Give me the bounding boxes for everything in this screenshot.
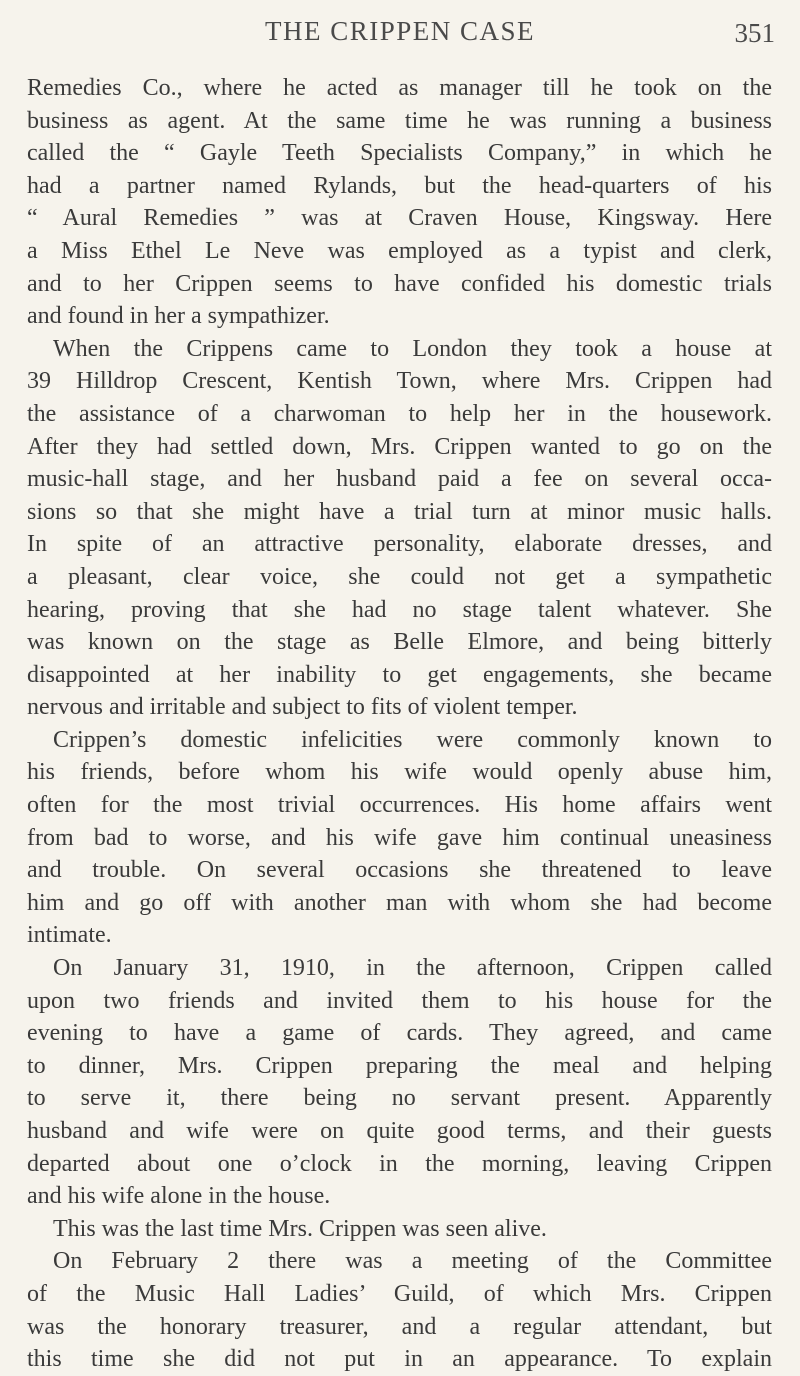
text-line: hearing, proving that she had no stage talent whatever. She [27,596,772,623]
text-line: his friends, before whom his wife would openly abuse him, [27,759,772,786]
running-head: THE CRIPPEN CASE [264,16,536,46]
text-line: nervous and irritable and subject to fits of violent temper. [27,694,578,721]
paragraph [27,1245,772,1375]
text-line: disappointed at her inability to get engagements, she became [27,661,772,688]
text-line: 39 Hilldrop Crescent, Kentish Town, where Mrs. Crippen had [27,368,772,395]
body-text [27,72,772,1376]
text-line: music-hall stage, and her husband paid a fee on several occa- [27,466,772,493]
text-line: When the Crippens came to London they took a house at [53,335,772,362]
paragraph [27,724,772,952]
text-line: departed about one o’clock in the morning, leaving Crippen [27,1150,772,1177]
text-line: to serve it, there being no servant present. Apparently [27,1085,772,1112]
text-line: the assistance of a charwoman to help her in the housework. [27,400,772,427]
text-line: husband and wife were on quite good terms, and their guests [27,1118,772,1144]
text-line: In spite of an attractive personality, elaborate dresses, and [27,531,772,558]
text-line: upon two friends and invited them to his house for the [27,987,772,1014]
text-line: sions so that she might have a trial turn at minor music halls. [27,498,772,525]
text-line: called the “ Gayle Teeth Specialists Company,” in which he [27,140,772,167]
text-line: evening to have a game of cards. They agreed, and came [27,1020,772,1047]
text-line: On February 2 there was a meeting of the Committee [53,1248,772,1275]
text-line: had a partner named Rylands, but the head-quarters of his [27,172,772,199]
paragraph [27,333,772,724]
text-line: intimate. [27,922,112,949]
text-line: him and go off with another man with whom she had become [27,889,772,916]
text-line: Remedies Co., where he acted as manager till he took on the [27,75,772,101]
text-line: from bad to worse, and his wife gave him continual uneasiness [27,824,772,851]
text-line: this time she did not put in an appearance. To explain [27,1346,772,1373]
text-line: was known on the stage as Belle Elmore, and being bitterly [27,629,772,656]
text-line: was the honorary treasurer, and a regular attendant, but [27,1313,772,1340]
text-line: a pleasant, clear voice, she could not get a sympathetic [27,563,772,590]
text-line: often for the most trivial occurrences. His home affairs went [27,792,772,819]
text-line: and to her Crippen seems to have confided his domestic trials [27,270,772,297]
text-line: Crippen’s domestic infelicities were commonly known to [53,726,772,753]
text-line: and found in her a sympathizer. [27,303,330,330]
text-line: and trouble. On several occasions she threatened to leave [27,857,772,884]
text-line: to dinner, Mrs. Crippen preparing the meal and helping [27,1052,772,1079]
text-line: After they had settled down, Mrs. Crippen wanted to go on the [27,433,772,460]
text-line: On January 31, 1910, in the afternoon, Crippen called [53,955,772,982]
text-line: business as agent. At the same time he was running a business [27,107,772,134]
text-line: and his wife alone in the house. [27,1183,331,1210]
paragraph [27,952,772,1213]
text-line: “ Aural Remedies ” was at Craven House, Kingsway. Here [27,205,772,232]
page-number: 351 [734,18,775,48]
page-header [0,14,800,54]
text-line: This was the last time Mrs. Crippen was seen alive. [53,1215,547,1242]
text-line: a Miss Ethel Le Neve was employed as a typist and clerk, [27,237,772,264]
text-line: of the Music Hall Ladies’ Guild, of which Mrs. Crippen [27,1280,772,1307]
paragraph [27,72,772,333]
paragraph [27,1213,772,1246]
